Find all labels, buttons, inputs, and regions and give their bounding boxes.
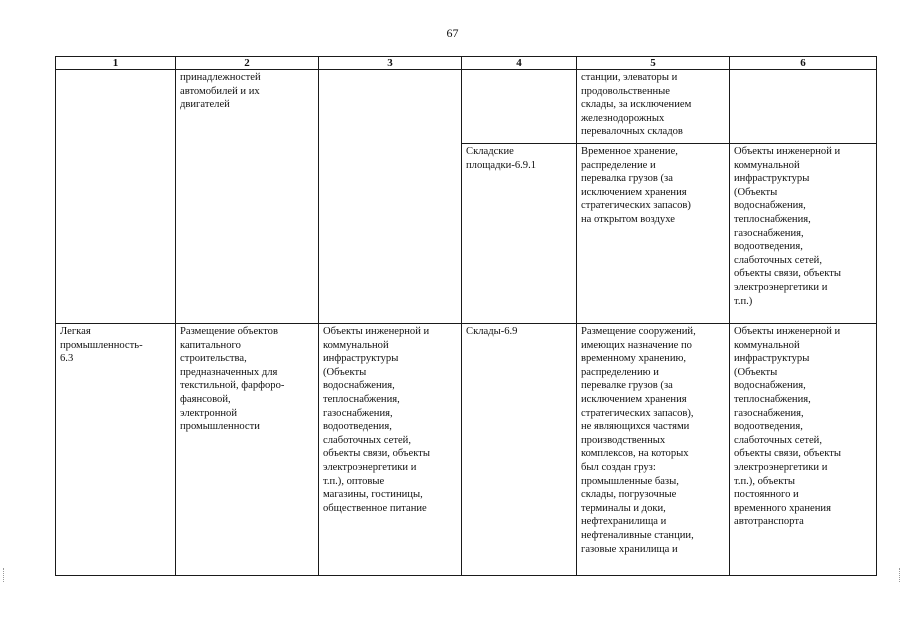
table-cell: Складские площадки-6.9.1 bbox=[462, 144, 577, 324]
column-header: 2 bbox=[176, 57, 319, 70]
table-cell bbox=[319, 70, 462, 324]
zoning-table bbox=[55, 56, 877, 576]
column-header: 3 bbox=[319, 57, 462, 70]
table-cell bbox=[462, 70, 577, 144]
table-cell: принадлежностей автомобилей и их двигателей bbox=[176, 70, 319, 324]
scan-edge-mark-left bbox=[3, 568, 7, 582]
table-cell: станции, элеваторы и продовольственные склады, за исключением железнодорожных перевалочных складов bbox=[577, 70, 730, 144]
table-cell: Объекты инженерной и коммунальной инфраструктуры (Объекты водоснабжения, теплоснабжения, газоснабжения, водоотведения, слаботочных сетей, объекты связи, объекты электроэнергетики и т.п.) bbox=[730, 144, 877, 324]
table-cell: Объекты инженерной и коммунальной инфраструктуры (Объекты водоснабжения, теплоснабжения, газоснабжения, водоотведения, слаботочных сетей, объекты связи, объекты электроэнергетики и т.п.), объекты постоянного и временного хранения автотранспорта bbox=[730, 324, 877, 576]
table-cell: Размещение сооружений, имеющих назначение по временному хранению, распределению и перевалке грузов (за исключением хранения стратегических запасов), не являющихся частями производственных комплексов, на которых был создан груз: промышленные базы, склады, погрузочные терминалы и доки, нефтехранилища и нефтеналивные станции, газовые хранилища и bbox=[577, 324, 730, 576]
column-header: 6 bbox=[730, 57, 877, 70]
table-cell: Склады-6.9 bbox=[462, 324, 577, 576]
table-cell: Объекты инженерной и коммунальной инфраструктуры (Объекты водоснабжения, теплоснабжения, газоснабжения, водоотведения, слаботочных сетей, объекты связи, объекты электроэнергетики и т.п.), оптовые магазины, гостиницы, общественное питание bbox=[319, 324, 462, 576]
page-number: 67 bbox=[446, 26, 459, 40]
table-cell bbox=[730, 70, 877, 144]
table-cell: Временное хранение, распределение и перевалка грузов (за исключением хранения стратегических запасов) на открытом воздухе bbox=[577, 144, 730, 324]
table-row bbox=[56, 324, 877, 576]
table-cell bbox=[56, 70, 176, 324]
scan-edge-mark-right bbox=[899, 568, 903, 582]
column-header: 4 bbox=[462, 57, 577, 70]
column-header: 1 bbox=[56, 57, 176, 70]
table-header-row bbox=[56, 57, 877, 70]
table-row bbox=[56, 70, 877, 144]
table-cell: Размещение объектов капитального строительства, предназначенных для текстильной, фарфоро- фаянсовой, электронной промышленности bbox=[176, 324, 319, 576]
table-cell: Легкая промышленность- 6.3 bbox=[56, 324, 176, 576]
column-header: 5 bbox=[577, 57, 730, 70]
